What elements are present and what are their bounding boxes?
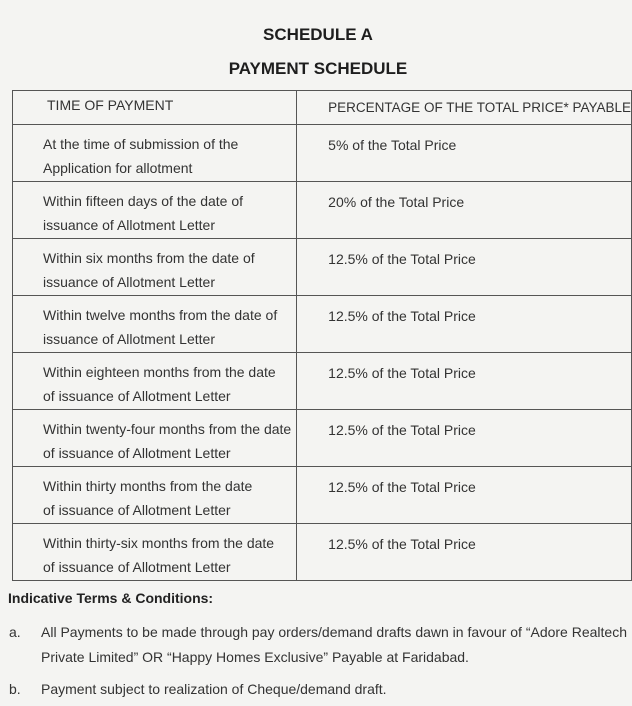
table-row — [13, 524, 632, 581]
table-row — [13, 296, 632, 353]
percentage-cell: 5% of the Total Price — [297, 125, 632, 182]
time-cell: Within twelve months from the date of issuance of Allotment Letter — [13, 296, 297, 353]
table-row — [13, 410, 632, 467]
document-subtitle: PAYMENT SCHEDULE — [228, 59, 408, 78]
term-label: a. — [9, 624, 21, 640]
percentage-cell: 12.5% of the Total Price — [297, 296, 632, 353]
document-title: SCHEDULE A — [263, 25, 373, 44]
percentage-cell: 20% of the Total Price — [297, 182, 632, 239]
percentage-cell: 12.5% of the Total Price — [297, 410, 632, 467]
time-cell: At the time of submission of the Application for allotment — [13, 125, 297, 182]
table-row — [13, 239, 632, 296]
term-label: b. — [9, 681, 21, 697]
table-row — [13, 467, 632, 524]
percentage-cell: 12.5% of the Total Price — [297, 524, 632, 581]
header-time-of-payment: TIME OF PAYMENT — [13, 91, 297, 125]
percentage-cell: 12.5% of the Total Price — [297, 353, 632, 410]
term-text: All Payments to be made through pay orders/demand drafts dawn in favour of “Adore Realtech Private Limited” OR “Happy Homes Exclusive” Payable at Faridabad. — [41, 624, 627, 665]
time-cell: Within six months from the date of issuance of Allotment Letter — [13, 239, 297, 296]
terms-heading: Indicative Terms & Conditions: — [8, 590, 214, 606]
table-header-row — [13, 91, 632, 125]
header-percentage: PERCENTAGE OF THE TOTAL PRICE* PAYABLE — [297, 91, 632, 125]
percentage-cell: 12.5% of the Total Price — [297, 467, 632, 524]
time-cell: Within fifteen days of the date of issuance of Allotment Letter — [13, 182, 297, 239]
time-cell: Within thirty-six months from the date of issuance of Allotment Letter — [13, 524, 297, 581]
payment-schedule-table — [12, 90, 632, 581]
table-row — [13, 182, 632, 239]
time-cell: Within eighteen months from the date of issuance of Allotment Letter — [13, 353, 297, 410]
term-text: Payment subject to realization of Cheque/demand draft. — [41, 681, 387, 697]
table-row — [13, 125, 632, 182]
time-cell: Within twenty-four months from the date of issuance of Allotment Letter — [13, 410, 297, 467]
percentage-cell: 12.5% of the Total Price — [297, 239, 632, 296]
time-cell: Within thirty months from the date of issuance of Allotment Letter — [13, 467, 297, 524]
table-row — [13, 353, 632, 410]
